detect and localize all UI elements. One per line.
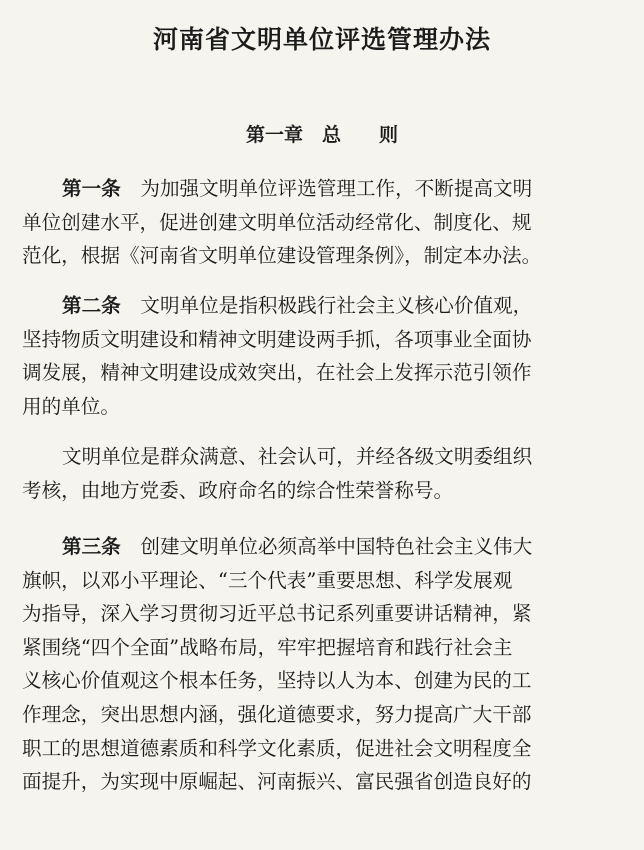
paragraph-line [22, 172, 634, 206]
article-2-paragraph-2 [22, 440, 634, 507]
paragraph-line: 单位创建水平，促进创建文明单位活动经常化、制度化、规 [22, 210, 532, 234]
paragraph-line: 范化，根据《河南省文明单位建设管理条例》，制定本办法。 [22, 244, 542, 268]
paragraph-line: 作理念，突出思想内涵，强化道德要求，努力提高广大干部 [22, 702, 532, 726]
document-title: 河南省文明单位评选管理办法 [152, 25, 491, 54]
line-text: 创建文明单位必须高举中国特色社会主义伟大 [120, 535, 533, 558]
article-1 [22, 172, 634, 273]
paragraph-line [22, 289, 634, 323]
chapter-heading: 第一章 总 则 [245, 124, 398, 146]
article-label: 第二条 [62, 294, 121, 317]
paragraph-line: 旗帜，以邓小平理论、“三个代表”重要思想、科学发展观 [22, 568, 513, 592]
article-label: 第一条 [62, 177, 121, 200]
paragraph-line: 调发展，精神文明建设成效突出，在社会上发挥示范引领作 [22, 361, 532, 385]
line-text: 文明单位是指积极践行社会主义核心价值观， [120, 294, 533, 317]
paragraph-line: 考核，由地方党委、政府命名的综合性荣誉称号。 [22, 478, 454, 502]
paragraph-line: 职工的思想道德素质和科学文化素质，促进社会文明程度全 [22, 736, 532, 760]
paragraph-line: 面提升，为实现中原崛起、河南振兴、富民强省创造良好的 [22, 770, 532, 794]
paragraph-line: 用的单位。 [22, 394, 120, 418]
paragraph-line: 紧围绕“四个全面”战略布局，牢牢把握培育和践行社会主 [22, 635, 513, 659]
paragraph-line: 坚持物质文明建设和精神文明建设两手抓，各项事业全面协 [22, 327, 532, 351]
line-text: 为加强文明单位评选管理工作，不断提高文明 [120, 177, 533, 200]
paragraph-line: 为指导，深入学习贯彻习近平总书记系列重要讲话精神，紧 [22, 602, 532, 626]
article-2 [22, 289, 634, 423]
article-label: 第三条 [62, 535, 121, 558]
paragraph-line [22, 530, 634, 564]
paragraph-line: 义核心价值观这个根本任务，坚持以人为本、创建为民的工 [22, 669, 532, 693]
article-3 [22, 530, 634, 799]
paragraph-line: 文明单位是群众满意、社会认可，并经各级文明委组织 [62, 445, 533, 468]
